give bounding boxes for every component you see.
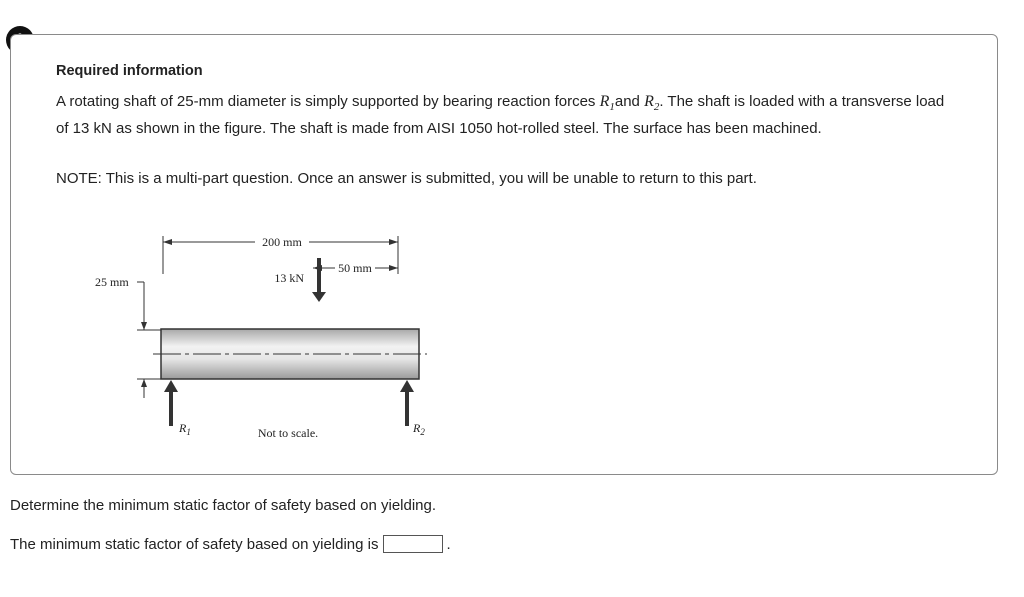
reaction-r1-label: $R_1$ xyxy=(179,421,191,437)
note-text: NOTE: This is a multi-part question. Once an answer is submitted, you will be unable to return to this part. xyxy=(56,170,757,187)
load-offset-label: 50 mm xyxy=(338,261,372,275)
load-offset-dimension xyxy=(313,261,398,275)
scale-note: Not to scale. xyxy=(257,426,319,440)
load-label: 13 kN xyxy=(274,271,304,285)
r1-symbol: $R_1$ xyxy=(599,93,615,114)
reaction-r1-arrow xyxy=(164,380,191,437)
info-text-part2: . The shaft is loaded with a transverse load of 13 kN as shown in the figure. The shaft is made from AISI 1050 hot-rolled steel. The surface has been machined. xyxy=(56,93,945,138)
reaction-r2-arrow xyxy=(400,380,425,437)
info-paragraph xyxy=(56,91,956,139)
reaction-r2-label: $R_2$ xyxy=(413,421,425,437)
safety-factor-input[interactable] xyxy=(383,535,443,553)
diameter-label: 25 mm xyxy=(95,275,129,289)
load-arrow xyxy=(274,258,326,302)
question-prompt: Determine the minimum static factor of safety based on yielding. xyxy=(10,497,437,514)
answer-suffix: . xyxy=(446,535,451,553)
answer-row xyxy=(10,535,451,553)
answer-label: The minimum static factor of safety based on yielding is xyxy=(10,535,379,553)
shaft-figure xyxy=(73,230,433,445)
required-information-panel xyxy=(10,34,998,475)
diameter-dimension xyxy=(95,275,161,398)
r2-symbol: $R_2$ xyxy=(644,93,660,114)
span-label: 200 mm xyxy=(262,235,302,249)
info-title: Required information xyxy=(56,63,203,79)
info-text-and: and xyxy=(614,93,645,110)
info-text-part1: A rotating shaft of 25-mm diameter is simply supported by bearing reaction forces xyxy=(56,93,600,110)
